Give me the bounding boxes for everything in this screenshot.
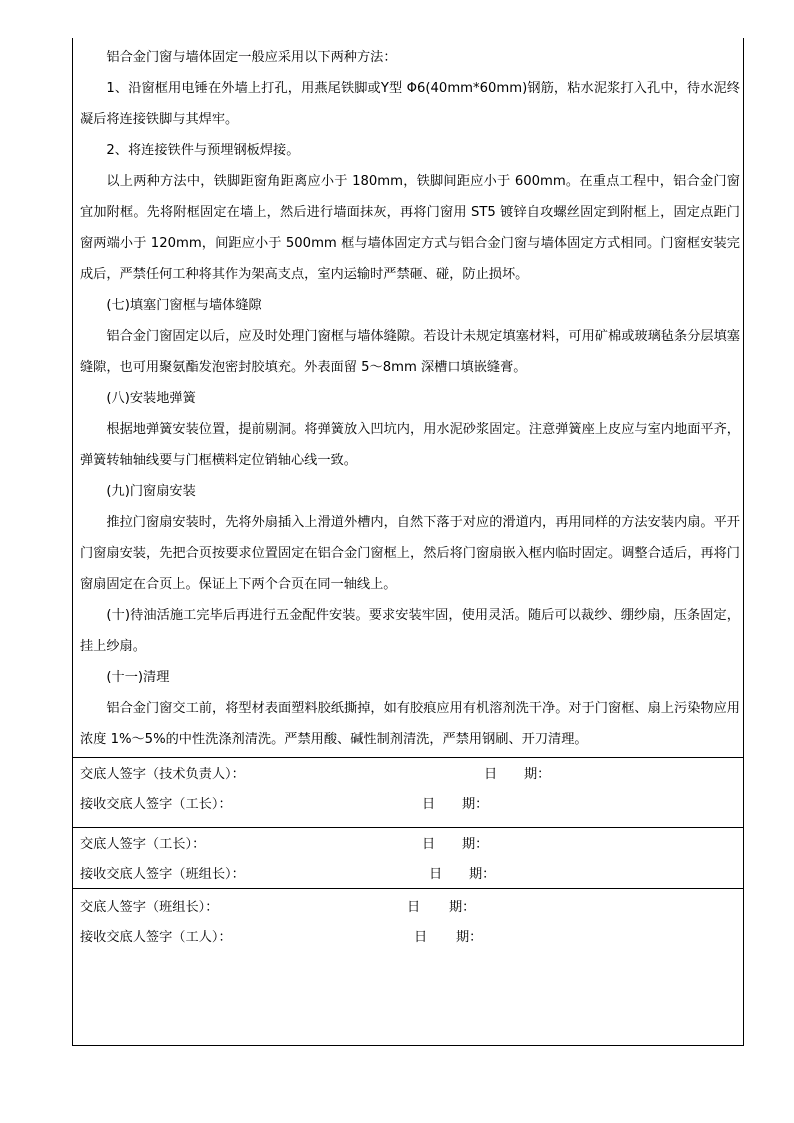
date-label-ri: 日 xyxy=(422,797,436,812)
section-heading: (九)门窗扇安装 xyxy=(106,484,196,499)
date-label-ri: 日 xyxy=(422,837,436,852)
paragraph: 铝合金门窗交工前，将型材表面塑料胶纸撕掉，如有胶痕应用有机溶剂洗干净。对于门窗框、扇上污染物应用浓度 1%～5%的中性洗涤剂清洗。严禁用酸、碱性制剂清洗，严禁用钢刷、开刀清理。 xyxy=(80,701,740,747)
date-label-ri: 日 xyxy=(414,930,428,945)
signature-block-foreman xyxy=(72,827,744,888)
paragraph: 铝合金门窗固定以后，应及时处理门窗框与墙体缝隙。若设计未规定填塞材料，可用矿棉或玻璃毡条分层填塞缝隙，也可用聚氨酯发泡密封胶填充。外表面留 5～8mm 深槽口填嵌缝膏。 xyxy=(80,329,740,375)
receiver-signature-label: 接收交底人签字（工人）： xyxy=(80,930,232,945)
paragraph: 2、将连接铁件与预埋钢板焊接。 xyxy=(106,143,300,158)
signature-block-technical xyxy=(72,757,744,827)
date-label-qi: 期： xyxy=(462,837,489,852)
section-heading: (七)填塞门窗框与墙体缝隙 xyxy=(106,298,262,313)
date-label-ri: 日 xyxy=(429,867,443,882)
receiver-signature-label: 接收交底人签字（工长）： xyxy=(80,797,232,812)
paragraph: 铝合金门窗与墙体固定一般应采用以下两种方法： xyxy=(106,50,397,65)
construction-instructions xyxy=(80,42,740,755)
handover-signature-label: 交底人签字（班组长）： xyxy=(80,900,219,915)
paragraph: (十)待油活施工完毕后再进行五金配件安装。要求安装牢固，使用灵活。随后可以裁纱、绷纱扇，压条固定，挂上纱扇。 xyxy=(80,608,740,654)
section-heading: (十一)清理 xyxy=(106,670,170,685)
date-label-qi: 期： xyxy=(456,930,483,945)
handover-signature-label: 交底人签字（技术负责人）： xyxy=(80,767,245,782)
paragraph: 1、沿窗框用电锤在外墙上打孔，用燕尾铁脚或Y型 Φ6(40mm*60mm)钢筋，粘水泥浆打入孔中，待水泥终凝后将连接铁脚与其焊牢。 xyxy=(80,81,740,127)
handover-signature-label: 交底人签字（工长）： xyxy=(80,837,206,852)
date-label-qi: 期： xyxy=(449,900,476,915)
date-label-ri: 日 xyxy=(484,767,498,782)
paragraph: 推拉门窗扇安装时，先将外扇插入上滑道外槽内，自然下落于对应的滑道内，再用同样的方法安装内扇。平开门窗扇安装，先把合页按要求位置固定在铝合金门窗框上，然后将门窗扇嵌入框内临时固定。调整合适后，再将门窗扇固定在合页上。保证上下两个合页在同一轴线上。 xyxy=(80,515,740,592)
paragraph: 以上两种方法中，铁脚距窗角距离应小于 180mm，铁脚间距应小于 600mm。在重点工程中，铝合金门窗宜加附框。先将附框固定在墙上，然后进行墙面抹灰，再将门窗用 ST5 镀锌自攻螺丝固定到附框上，固定点距门窗两端小于 120mm，间距应小于 500mm 框与墙体固定方式与铝合金门窗与墙体固定方式相同。门窗框安装完成后，严禁任何工种将其作为架高支点，室内运输时严禁砸、碰，防止损坏。 xyxy=(80,174,740,282)
date-label-qi: 期： xyxy=(469,867,496,882)
signature-block-team-leader xyxy=(72,888,744,1046)
date-label-ri: 日 xyxy=(407,900,421,915)
date-label-qi: 期： xyxy=(524,767,551,782)
section-heading: (八)安装地弹簧 xyxy=(106,391,196,406)
date-label-qi: 期： xyxy=(462,797,489,812)
paragraph: 根据地弹簧安装位置，提前剔洞。将弹簧放入凹坑内，用水泥砂浆固定。注意弹簧座上皮应与室内地面平齐，弹簧转轴轴线要与门框横料定位销轴心线一致。 xyxy=(80,422,740,468)
receiver-signature-label: 接收交底人签字（班组长）： xyxy=(80,867,245,882)
